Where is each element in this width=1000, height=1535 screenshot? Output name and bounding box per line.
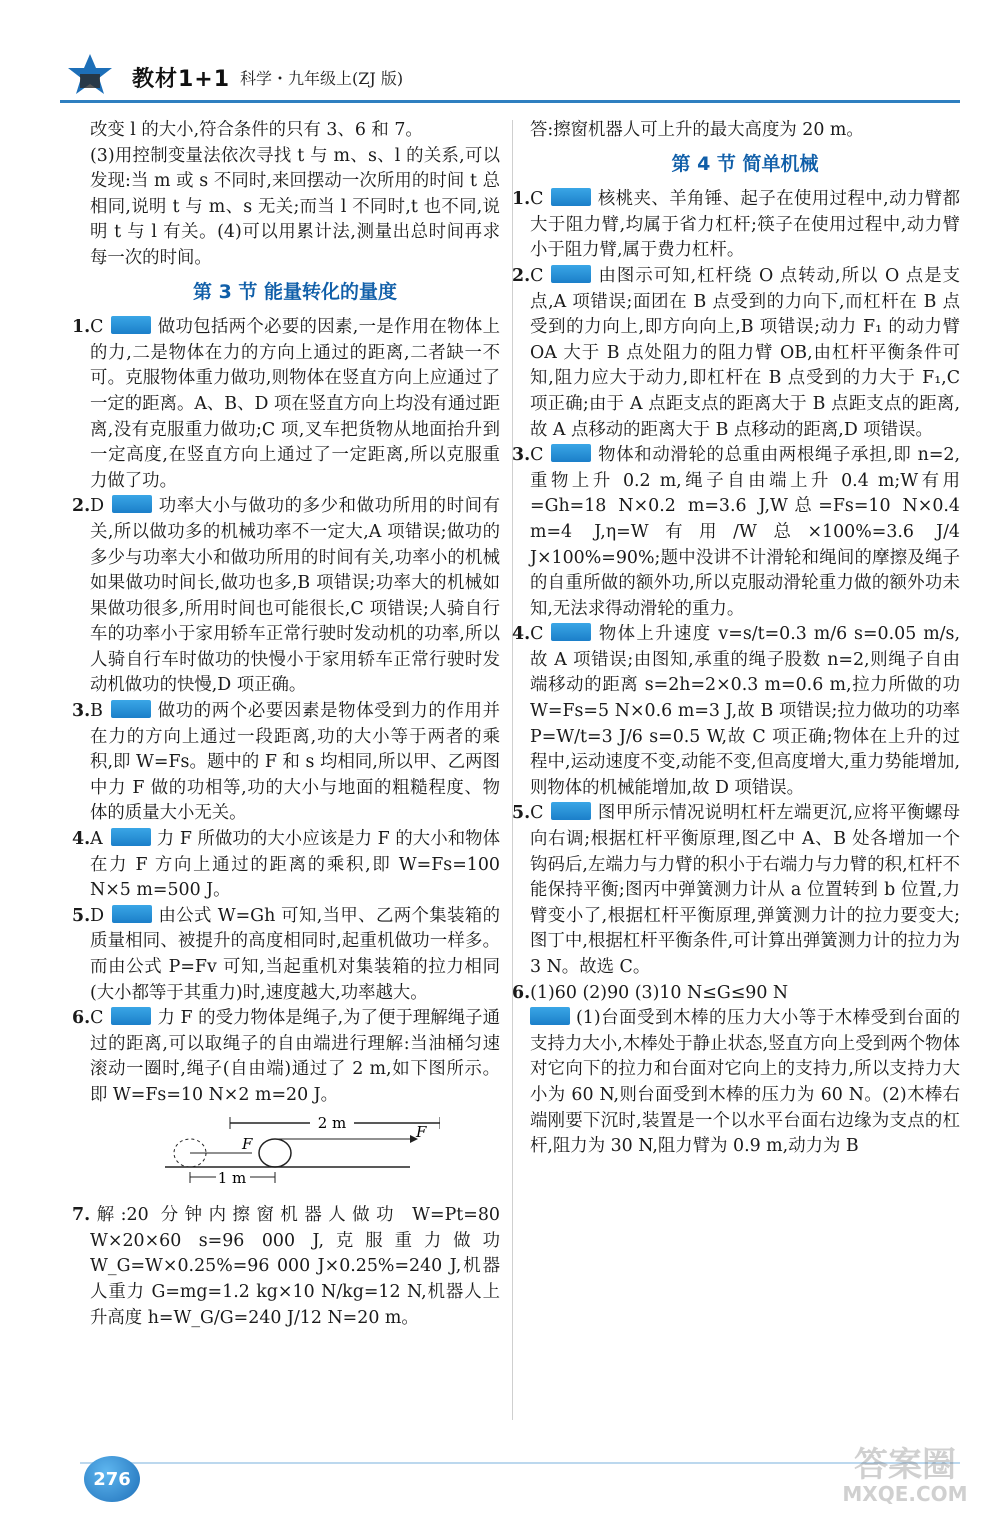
page-header bbox=[60, 48, 960, 102]
answer-item: 5.C 图甲所示情况说明杠杆左端更沉,应将平衡螺母向右调;根据杠杆平衡原理,图乙中 A、B 处各增加一个钩码后,左端力与力臂的积小于右端力与力臂的积,杠杆不能保持平衡;图丙中弹簧测力计从 a 位置转到 b 位置,力臂变小了,根据杠杆平衡原理,弹簧测力计的拉力要变大;图丁中,根据杠杆平衡条件,可计算出弹簧测力计的拉力为 3 N。故选 C。 bbox=[512, 803, 960, 977]
rope-barrel-diagram bbox=[160, 1115, 440, 1189]
answer-item: 1.C 做功包括两个必要的因素,一是作用在物体上的力,二是物体在力的方向上通过的距离,二者缺一不可。克服物体重力做功,则物体在竖直方向上应通过了一定的距离。A、B、D 项在竖直方向上均没有通过距离,没有克服重力做功;C 项,叉车把货物从地面抬升到一定高度,在竖直方向上通过了一定距离,所以克服重力做了功。 bbox=[72, 317, 501, 491]
analysis-tag-icon bbox=[112, 905, 152, 923]
intro-line-1: 改变 l 的大小,符合条件的只有 3、6 和 7。 bbox=[90, 120, 423, 140]
answer-item: 5.D 由公式 W=Gh 可知,当甲、乙两个集装箱的质量相同、被提升的高度相同时,起重机做功一样多。而由公式 P=Fv 可知,当起重机对集装箱的拉力相同(大小都等于其重力)时,速度越大,功率越大。 bbox=[72, 905, 500, 1003]
analysis-tag-icon bbox=[551, 188, 591, 206]
analysis-tag-icon bbox=[111, 700, 151, 718]
footer-rule bbox=[80, 1462, 960, 1464]
analysis-tag-icon bbox=[551, 802, 591, 820]
analysis-tag-icon bbox=[551, 265, 591, 283]
answer-item: 3.C 物体和动滑轮的总重由两根绳子承担,即 n=2,重物上升 0.2 m,绳子自由端上升 0.4 m;W有用=Gh=18 N×0.2 m=3.6 J,W总=Fs=10 N×0.4 m=4 J,η=W有用/W总×100%=3.6 J/4 J×100%=90%;题中没讲不计滑轮和绳间的摩擦及绳子的自重所做的额外功,所以克服动滑轮重力做的额外功未知,无法求得动滑轮的重力。 bbox=[512, 445, 960, 619]
distance-top-label: 2 m bbox=[317, 1114, 347, 1132]
left-column bbox=[72, 118, 501, 1331]
answer-item: 6.(1)60 (2)90 (3)10 N≤G≤90 N bbox=[512, 982, 789, 1003]
page-number: 276 bbox=[84, 1456, 140, 1502]
answer-conclusion: 答:擦窗机器人可上升的最大高度为 20 m。 bbox=[530, 120, 864, 140]
column-divider bbox=[512, 120, 513, 1420]
answer-item: (1)台面受到木棒的压力大小等于木棒受到台面的支持力大小,木棒处于静止状态,竖直方向上受到两个物体对它向下的拉力和台面对它向上的支持力,所以支持力大小为 60 N,则台面受到木棒的压力为 60 N。(2)木棒右端刚要下沉时,装置是一个以水平台面右边缘为支点的杠杆,阻力为 30 N,阻力臂为 0.9 m,动力为 B bbox=[530, 1008, 960, 1157]
answer-item: 7.解:20 分钟内擦窗机器人做功 W=Pt=80 W×20×60 s=96 000 J,克服重力做功 W_G=W×0.25%=96 000 J×0.25%=240 J,机器人重力 G=mg=1.2 kg×10 N/kg=12 N,机器人上升高度 h=W_G/G=240 J/12 N=20 m。 bbox=[72, 1205, 500, 1328]
answer-item: 4.C 物体上升速度 v=s/t=0.3 m/6 s=0.05 m/s,故 A 项错误;由图知,承重的绳子股数 n=2,则绳子自由端移动的距离 s=2h=2×0.3 m=0.6 m,拉力所做的功 W=Fs=5 N×0.6 m=3 J,故 B 项错误;拉力做功的功率 P=W/t=3 J/6 s=0.5 W,故 C 项正确;物体在上升的过程中,运动速度不变,动能不变,但高度增大,重力势能增加,则物体的机械能增加,故 D 项错误。 bbox=[512, 624, 960, 798]
brand-title: 教材1+1 bbox=[132, 67, 231, 92]
answer-item: 1.C 核桃夹、羊角锤、起子在使用过程中,动力臂都大于阻力臂,均属于省力杠杆;筷子在使用过程中,动力臂小于阻力臂,属于费力杠杆。 bbox=[512, 189, 960, 261]
intro-line-2: (3)用控制变量法依次寻找 t 与 m、s、l 的关系,可以发现:当 m 或 s 不同时,来回摆动一次所用的时间 t 总相同,说明 t 与 m、s 无关;而当 l 不同时,t 也不同,说明 t 与 l 有关。(4)可以用累计法,测量出总时间再求每一次的时间。 bbox=[90, 145, 500, 268]
analysis-tag-icon bbox=[112, 495, 152, 513]
watermark: 答案圈 MXQE.COM bbox=[842, 1445, 968, 1506]
analysis-tag-icon bbox=[551, 444, 591, 462]
distance-bottom-label: 1 m bbox=[217, 1168, 247, 1187]
answer-item: 3.B 做功的两个必要因素是物体受到力的作用并在力的方向上通过一段距离,功的大小等于两者的乘积,即 W=Fs。题中的 F 和 s 均相同,所以甲、乙两图中力 F 做的功相等,功的大小与地面的粗糙程度、物体的质量大小无关。 bbox=[72, 701, 500, 824]
force-right-label: F bbox=[416, 1122, 427, 1141]
analysis-tag-icon bbox=[530, 1007, 570, 1025]
book-title: 科学・九年级上(ZJ 版) bbox=[240, 69, 404, 88]
book-logo-icon bbox=[66, 52, 114, 96]
analysis-tag-icon bbox=[111, 316, 151, 334]
analysis-tag-icon bbox=[551, 623, 591, 641]
force-left-label: F bbox=[242, 1134, 253, 1153]
analysis-tag-icon bbox=[111, 828, 151, 846]
header-rule bbox=[60, 100, 960, 103]
analysis-tag-icon bbox=[111, 1007, 151, 1025]
answer-item: 6.C 力 F 的受力物体是绳子,为了便于理解绳子通过的距离,可以取绳子的自由端进行理解:当油桶匀速滚动一圈时,绳子(自由端)通过了 2 m,如下图所示。即 W=Fs=10 N×2 m=20 J。 bbox=[72, 1008, 500, 1105]
section-title-3: 第 3 节 能量转化的量度 bbox=[192, 280, 398, 303]
answer-item: 2.C 由图示可知,杠杆绕 O 点转动,所以 O 点是支点,A 项错误;面团在 B 点受到的力向下,而杠杆在 B 点受到的力向上,即方向向上,B 项错误;动力 F₁ 的动力臂 OA 大于 B 点处阻力的阻力臂 OB,由杠杆平衡条件可知,阻力应大于动力,即杠杆在 B 点受到的力大于 F₁,C 项正确;由于 A 点距支点的距离大于 B 点距支点的距离,故 A 点移动的距离大于 B 点移动的距离,D 项错误。 bbox=[512, 265, 960, 440]
answer-item: 2.D 功率大小与做功的多少和做功所用的时间有关,所以做功多的机械功率不一定大,A 项错误;做功的多少与功率大小和做功所用的时间有关,功率小的机械如果做功时间长,做功也多,B 项错误;功率大的机械如果做功很多,所用时间也可能很长,C 项错误;人骑自行车的功率小于家用轿车正常行驶时发动机的功率,所以人骑自行车时做功的快慢小于家用轿车正常行驶时发动机做功的快慢,D 项正确。 bbox=[72, 496, 500, 696]
answer-item: 4.A 力 F 所做功的大小应该是力 F 的大小和物体在力 F 方向上通过的距离的乘积,即 W=Fs=100 N×5 m=500 J。 bbox=[72, 829, 500, 901]
right-column bbox=[512, 118, 960, 1160]
section-title-4: 第 4 节 简单机械 bbox=[671, 152, 819, 175]
